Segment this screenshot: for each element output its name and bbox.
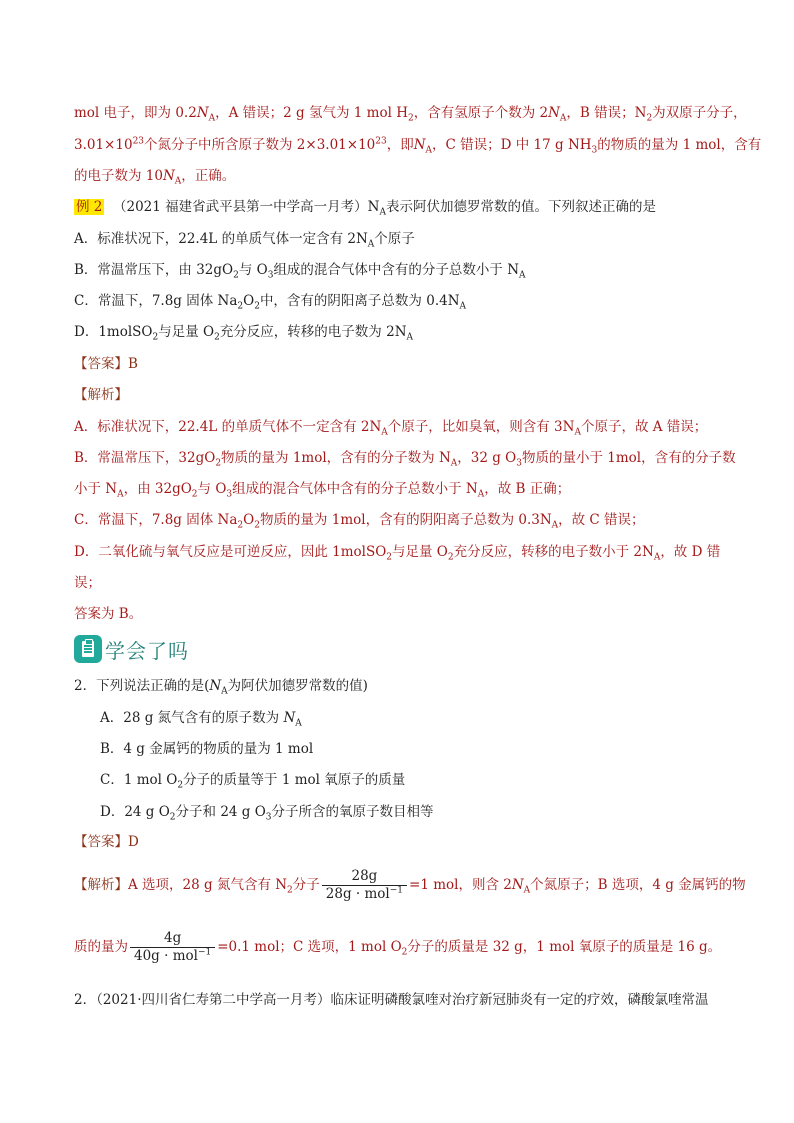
example-option-d: D．1molSO$_2$与足量 $O_2$充分反应，转移的电子数为 $2N_A$ <box>74 324 414 343</box>
prev-line-3: 的电子数为 $10N_A$，正确。 <box>74 168 236 187</box>
example-answer: 【答案】B <box>74 356 138 372</box>
analysis-a: A．标准状况下，22.4L 的单质气体不一定含有 $2N_A$个原子，比如臭氧，则含有 $3N_A$个原子，故 A 错误； <box>74 419 708 438</box>
analysis-d-2: 误； <box>74 575 101 591</box>
q2-option-d: D．24 g $O_2$分子和 24 g $O_3$分子所含的氧原子数目相等 <box>100 804 434 823</box>
prev-line-1: mol 电子，即为 $0.2N_A$，A 错误；2 g 氢气为 1 mol $H_2$，含有氢原子个数为 $2N_A$，B 错误；$N_2$为双原子分子， <box>74 105 747 124</box>
example-analysis-label: 【解析】 <box>74 387 128 403</box>
section-header <box>74 634 189 664</box>
fraction-4g: $\frac{4g}{40g \cdot mol^{-1}}$ <box>130 930 215 965</box>
section-title: 学会了吗 <box>105 638 189 663</box>
clipboard-icon <box>74 635 102 663</box>
analysis-final: 答案为 B。 <box>74 606 143 622</box>
analysis-c: C．常温下，7.8g 固体 $Na_2O_2$物质的量为 1mol，含有的阴阳离子总数为 $0.3N_A$，故 C 错误； <box>74 512 645 531</box>
example-stem: 例 2 （2021 福建省武平县第一中学高一月考）$N_A$表示阿伏加德罗常数的值。下列叙述正确的是 <box>76 199 656 218</box>
analysis-d-1: D．二氧化硫与氧气反应是可逆反应，因此 1molSO$_2$与足量 $O_2$充分反应，转移的电子数小于 $2N_A$，故 D 错 <box>74 544 721 563</box>
q2-stem: 2．下列说法正确的是($N_A$为阿伏加德罗常数的值) <box>74 678 368 697</box>
example-option-a: A．标准状况下，22.4L 的单质气体一定含有 $2N_A$个原子 <box>74 231 415 250</box>
q2-option-c: C．1 mol $O_2$分子的质量等于 1 mol 氧原子的质量 <box>100 772 406 791</box>
q2-option-a: A．28 g 氮气含有的原子数为 $N_A$ <box>100 710 302 729</box>
example-option-b: B．常温常压下，由 $32gO_2$与 $O_3$组成的混合气体中含有的分子总数小于 $N_A$ <box>74 262 526 281</box>
analysis-b-1: B．常温常压下，$32gO_2$物质的量为 1mol，含有的分子数为 $N_A$，32 g $O_3$物质的量小于 1mol，含有的分子数 <box>74 450 736 469</box>
q2-analysis-1: 【解析】A 选项，28 g 氮气含有 $N_2$分子 $\frac{28g}{28g \cdot mol^{-1}}$ =1 mol，则含 $2N_A$个氮原子；B 选项，4 g 金属钙的物 <box>74 868 746 902</box>
fraction-28g: $\frac{28g}{28g \cdot mol^{-1}}$ <box>322 868 407 903</box>
q2-answer: 【答案】D <box>74 834 139 850</box>
next-question: 2．（2021·四川省仁寿第二中学高一月考）临床证明磷酸氯喹对治疗新冠肺炎有一定的疗效，磷酸氯喹常温 <box>74 992 709 1008</box>
analysis-b-2: 小于 $N_A$，由 $32gO_2$与 $O_3$组成的混合气体中含有的分子总数小于 $N_A$，故 B 正确； <box>74 481 571 500</box>
example-tag: 例 2 <box>76 199 103 215</box>
q2-option-b: B．4 g 金属钙的物质的量为 1 mol <box>100 741 314 757</box>
example-option-c: C．常温下，7.8g 固体 $Na_2O_2$中，含有的阴阳离子总数为 $0.4N_A$ <box>74 293 467 312</box>
prev-line-2: $3.01\times 10^{23}$个氮分子中所含原子数为 $2\times 3.01\times 10^{23}$，即$N_A$，C 错误；D 中 17 g $NH_3$的物质的量为 1 mol，含有 <box>74 136 762 156</box>
q2-analysis-2: 质的量为 $\frac{4g}{40g \cdot mol^{-1}}$ =0.1 mol；C 选项，1 mol $O_2$分子的质量是 32 g，1 mol 氧原子的质量是 16 g。 <box>74 930 722 964</box>
